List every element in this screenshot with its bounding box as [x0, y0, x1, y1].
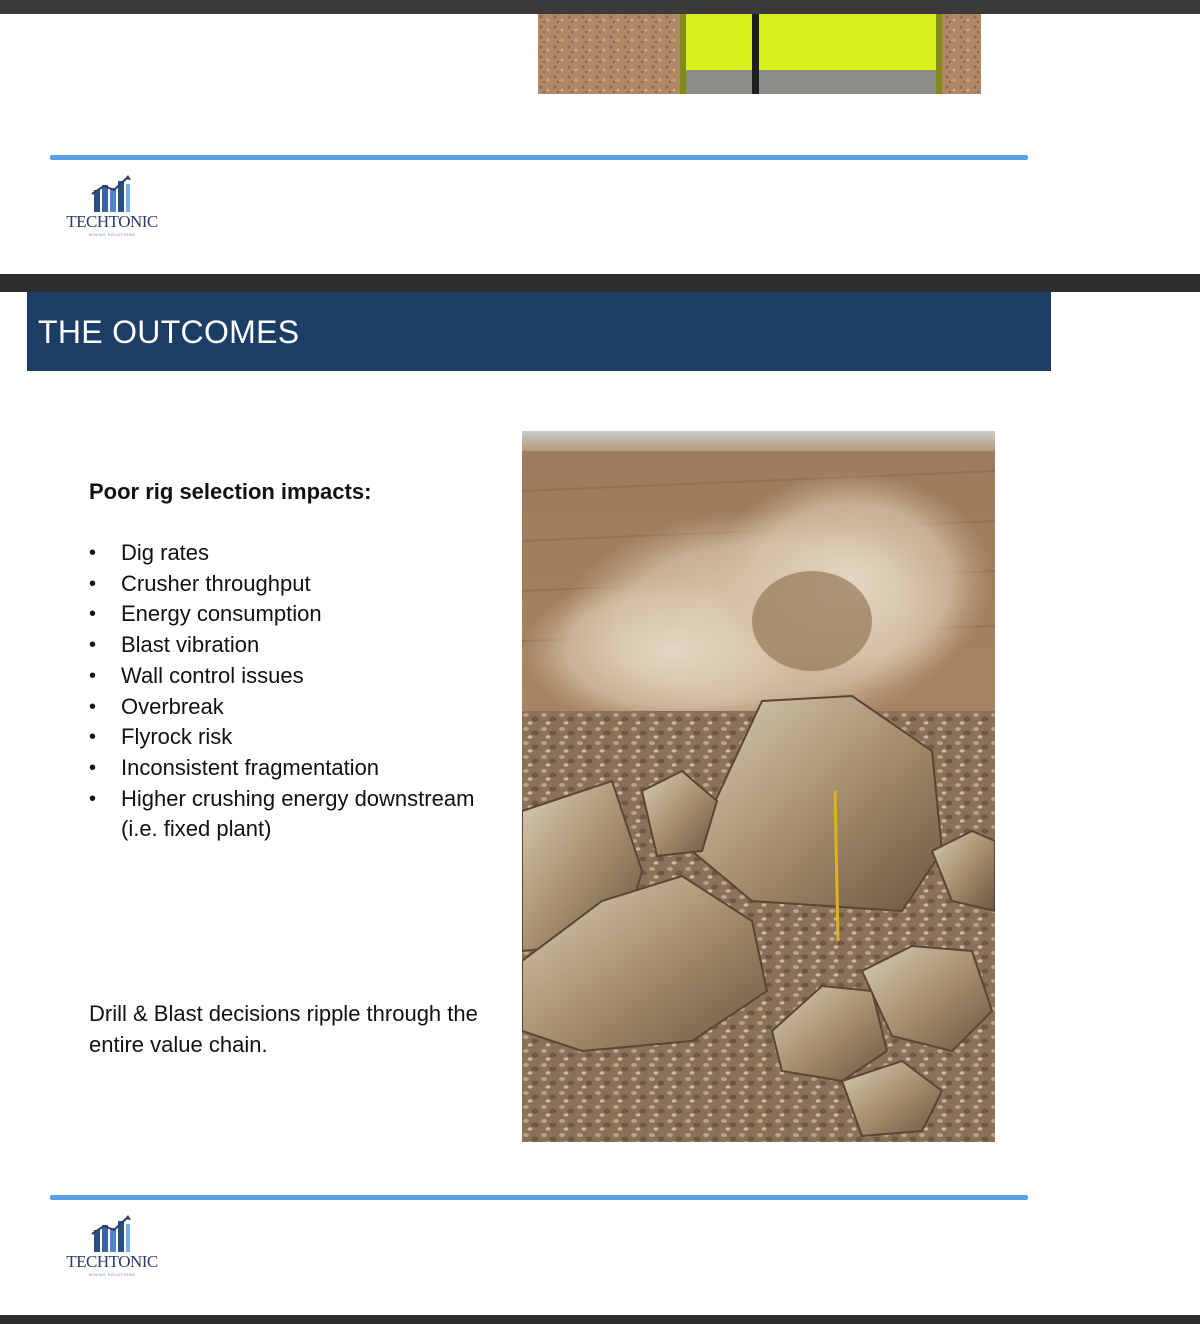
viewer-top-edge: [0, 0, 1200, 14]
worker-photo: [538, 14, 981, 94]
worker-hi-vis-icon: [538, 14, 981, 94]
impact-list: [89, 538, 489, 845]
logo-bars-icon: [64, 1214, 160, 1254]
list-item: • Crusher throughput: [89, 569, 489, 600]
list-item: • Overbreak: [89, 692, 489, 723]
list-item: • Wall control issues: [89, 661, 489, 692]
techtonic-logo: [64, 1214, 160, 1294]
logo-text: TECHTONIC: [66, 212, 158, 231]
list-item: • Energy consumption: [89, 599, 489, 630]
logo-tagline: MINING SOLUTIONS: [88, 1272, 136, 1277]
footer-rule: [50, 155, 1028, 160]
slide-page-previous: [0, 14, 1200, 274]
slide-title: THE OUTCOMES: [38, 314, 300, 350]
slide-page-outcomes: [0, 292, 1200, 1315]
list-item: • Blast vibration: [89, 630, 489, 661]
viewer-bottom-edge: [0, 1315, 1200, 1324]
techtonic-logo: [64, 174, 160, 254]
list-item: • Dig rates: [89, 538, 489, 569]
page-gap: [0, 274, 1200, 292]
list-item: • Inconsistent fragmentation: [89, 753, 489, 784]
title-banner: [27, 292, 1051, 371]
blast-photo: [522, 431, 995, 1142]
section-heading: Poor rig selection impacts:: [89, 479, 372, 504]
footer-rule: [50, 1195, 1028, 1200]
summary-text: Drill & Blast decisions ripple through the entire value chain.: [89, 1001, 478, 1057]
logo-text: TECHTONIC: [66, 1252, 158, 1271]
list-item: • Higher crushing energy downstream (i.e. fixed plant): [89, 784, 489, 845]
rock-blast-icon: [522, 431, 995, 1142]
logo-bars-icon: [64, 174, 160, 214]
logo-tagline: MINING SOLUTIONS: [88, 232, 136, 237]
list-item: • Flyrock risk: [89, 722, 489, 753]
